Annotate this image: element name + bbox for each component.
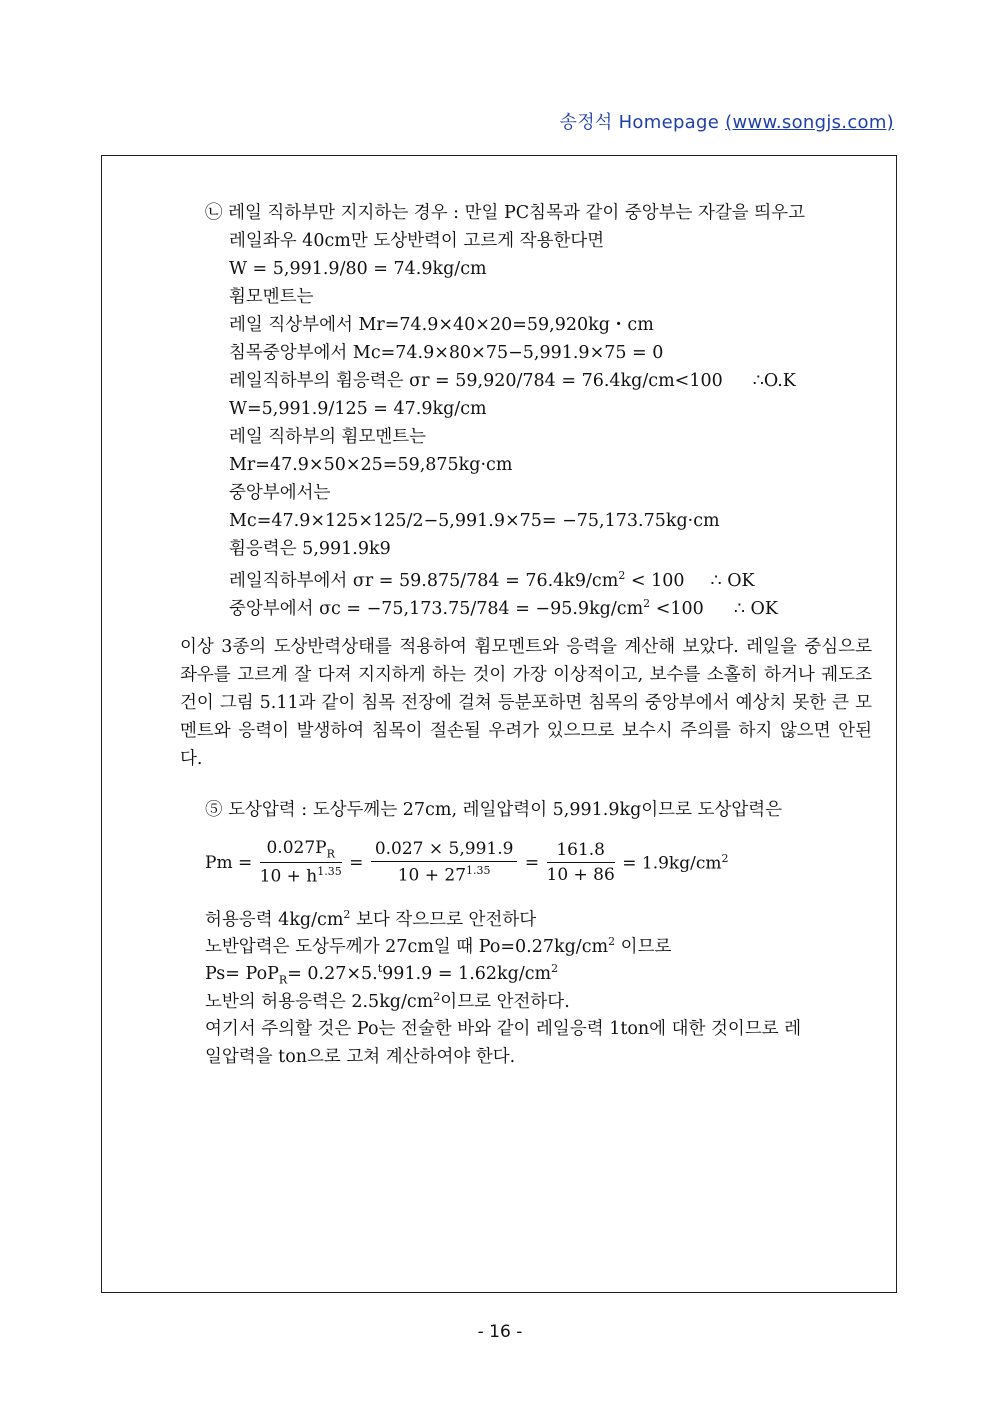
text-line: 중앙부에서는	[229, 483, 331, 503]
text-part: 이므로 안전하다.	[440, 991, 570, 1012]
equation-line	[229, 592, 778, 621]
text-part: 허용응력 4kg/cm	[205, 909, 344, 930]
exponent: 2	[608, 935, 616, 948]
equation-line: Mr=47.9×50×25=59,875kg·cm	[229, 455, 513, 475]
exponent: 2	[643, 597, 651, 610]
exponent: 2	[618, 569, 626, 582]
text-line	[205, 985, 570, 1014]
equation-line	[229, 369, 796, 393]
subscript: R	[326, 847, 335, 861]
equals-sign: =	[524, 852, 540, 873]
numerator: 0.027P	[266, 838, 327, 858]
exponent: 2	[433, 990, 441, 1003]
superscript: t	[377, 962, 383, 975]
text-part: 991.9 = 1.62kg/cm	[382, 963, 552, 984]
note-line: 일압력을 ton으로 고쳐 계산하여야 한다.	[205, 1047, 516, 1067]
text-line: 휨응력은 5,991.9k9	[229, 539, 391, 559]
section-5-heading: ⑤ 도상압력 : 도상두께는 27cm, 레일압력이 5,991.9kg이므로 도상압력은	[205, 800, 783, 820]
exponent: 2	[343, 908, 351, 921]
equals-sign: =	[349, 852, 364, 873]
note-line: 여기서 주의할 것은 Po는 전술한 바와 같이 레일응력 1ton에 대한 것이므로 레	[205, 1019, 802, 1039]
fraction-3	[547, 840, 615, 885]
header-url-link[interactable]: (www.songjs.com)	[725, 112, 894, 133]
text-line	[205, 930, 671, 959]
limit-value: <100	[650, 598, 704, 619]
text-part: 노반압력은 도상두께가 27cm일 때 Po=0.27kg/cm	[205, 936, 609, 957]
stress-expression: 중앙부에서 σc = −75,173.75/784 = −95.9kg/cm	[229, 598, 644, 619]
text-part: 노반의 허용응력은 2.5kg/cm	[205, 991, 434, 1012]
result-ok: ∴O.K	[752, 371, 796, 391]
exponent: 1.35	[317, 865, 342, 879]
case-heading: ㉡ 레일 직하부만 지지하는 경우 : 만일 PC침목과 같이 중앙부는 자갈을 띄우고	[205, 203, 805, 223]
fraction-2	[371, 839, 518, 886]
exponent: 2	[551, 962, 559, 975]
header-author: 송정석 Homepage	[559, 112, 726, 133]
result-ok: ∴ OK	[710, 570, 755, 591]
exponent: 2	[721, 851, 729, 865]
text-line: 휨모멘트는	[229, 287, 314, 307]
equation-line	[229, 564, 755, 593]
subscript: R	[278, 973, 288, 987]
summary-paragraph: 이상 3종의 도상반력상태를 적용하여 휨모멘트와 응력을 계산해 보았다. 레일을 중심으로 좌우를 고르게 잘 다져 지지하게 하는 것이 가장 이상적이고, 보수를 소홀히 하거나 궤도조건이 그림 5.11과 같이 침목 전장에 걸쳐 등분포하면 침목의 중앙부에서 예상치 못한 큰 모멘트와 응력이 발생하여 침목이 절손될 우려가 있으므로 보수시 주의를 하지 않으면 안된다.	[180, 637, 872, 769]
text-line: 레일 직하부의 휨모멘트는	[229, 427, 427, 447]
result-ok: ∴ OK	[733, 598, 778, 619]
equation-result	[622, 852, 728, 874]
text-part: Ps= PoP	[205, 963, 279, 984]
page-number: - 16 -	[477, 1322, 523, 1342]
denominator: 10 + 86	[546, 865, 615, 886]
equation-line: 레일 직상부에서 Mr=74.9×40×20=59,920kg・cm	[229, 315, 654, 335]
ballast-pressure-equation	[205, 838, 728, 890]
equation-line: Mc=47.9×125×125/2−5,991.9×75= −75,173.75kg·cm	[229, 511, 720, 531]
stress-check: 레일직하부의 휨응력은 σr = 59,920/784 = 76.4kg/cm<100	[229, 371, 723, 391]
fraction-1	[260, 838, 342, 887]
denominator: 10 + 27	[397, 865, 467, 886]
stress-expression: 레일직하부에서 σr = 59.875/784 = 76.4k9/cm	[229, 570, 619, 591]
equation-line: 침목중앙부에서 Mc=74.9×80×75−5,991.9×75 = 0	[229, 343, 664, 363]
equation-lhs: Pm =	[205, 852, 253, 873]
text-line: 레일좌우 40cm만 도상반력이 고르게 작용한다면	[229, 231, 605, 251]
equation-line: W=5,991.9/125 = 47.9kg/cm	[229, 399, 487, 419]
text-part: 보다 작으므로 안전하다	[350, 909, 537, 930]
denominator: 10 + h	[259, 867, 318, 888]
result-value: = 1.9kg/cm	[622, 853, 722, 874]
page-header	[560, 108, 894, 134]
numerator: 161.8	[547, 840, 615, 863]
text-line	[205, 903, 536, 932]
exponent: 1.35	[466, 864, 491, 878]
text-part: = 0.27×5.	[287, 963, 378, 984]
limit-value: < 100	[625, 570, 685, 591]
numerator: 0.027 × 5,991.9	[371, 839, 518, 862]
equation-line: W = 5,991.9/80 = 74.9kg/cm	[229, 259, 487, 279]
text-part: 이므로	[615, 936, 672, 957]
